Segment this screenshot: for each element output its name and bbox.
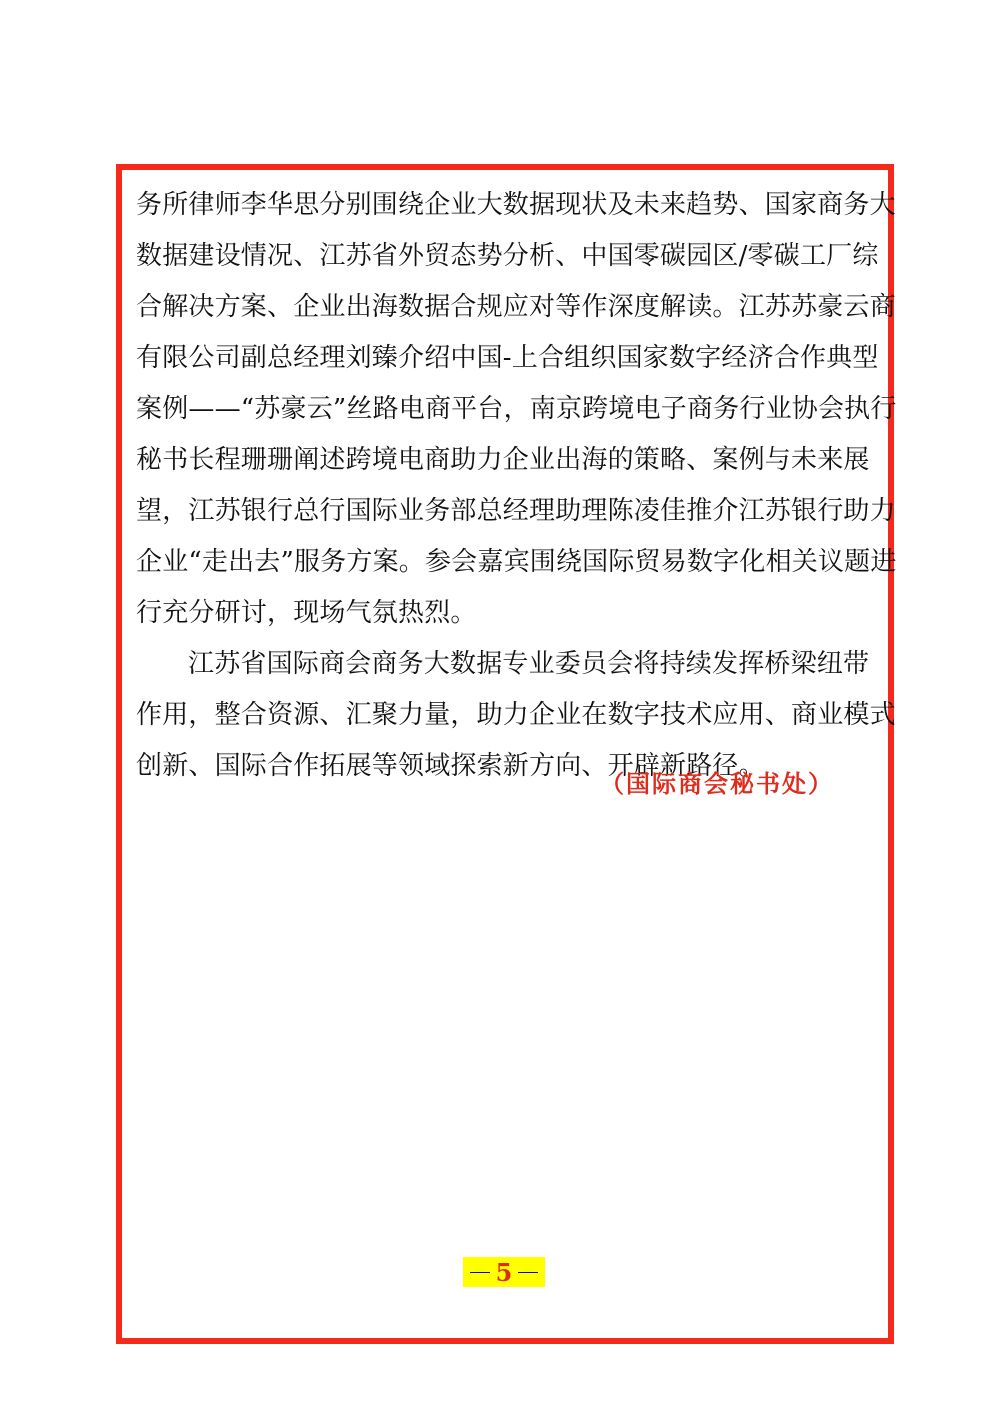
page-number-badge [463, 1257, 545, 1287]
text-line: 案例——“苏豪云”丝路电商平台，南京跨境电子商务行业协会执行 [136, 394, 897, 424]
text-line: 企业“走出去”服务方案。参会嘉宾围绕国际贸易数字化相关议题进 [136, 547, 897, 577]
signature-organization: （国际商会秘书处） [600, 770, 834, 798]
paragraph-start-line: 江苏省国际商会商务大数据专业委员会将持续发挥桥梁纽带 [188, 649, 870, 679]
text-line: 数据建设情况、江苏省外贸态势分析、中国零碳园区/零碳工厂综 [136, 241, 879, 271]
page-number: 5 [495, 1257, 513, 1287]
page-number-dash-left [470, 1272, 490, 1273]
text-line: 务所律师李华思分别围绕企业大数据现状及未来趋势、国家商务大 [136, 190, 896, 220]
text-line: 行充分研讨，现场气氛热烈。 [136, 598, 477, 628]
body-text [136, 180, 897, 792]
text-line: 创新、国际合作拓展等领域探索新方向、开辟新路径。 [136, 751, 765, 781]
text-line: 作用，整合资源、汇聚力量，助力企业在数字技术应用、商业模式 [136, 700, 896, 730]
text-line: 合解决方案、企业出海数据合规应对等作深度解读。江苏苏豪云商 [136, 292, 896, 322]
text-line: 有限公司副总经理刘臻介绍中国-上合组织国家数字经济合作典型 [136, 343, 879, 373]
text-line: 望，江苏银行总行国际业务部总经理助理陈凌佳推介江苏银行助力 [136, 496, 896, 526]
page-number-dash-right [518, 1272, 538, 1273]
text-line: 秘书长程珊珊阐述跨境电商助力企业出海的策略、案例与未来展 [136, 445, 870, 475]
